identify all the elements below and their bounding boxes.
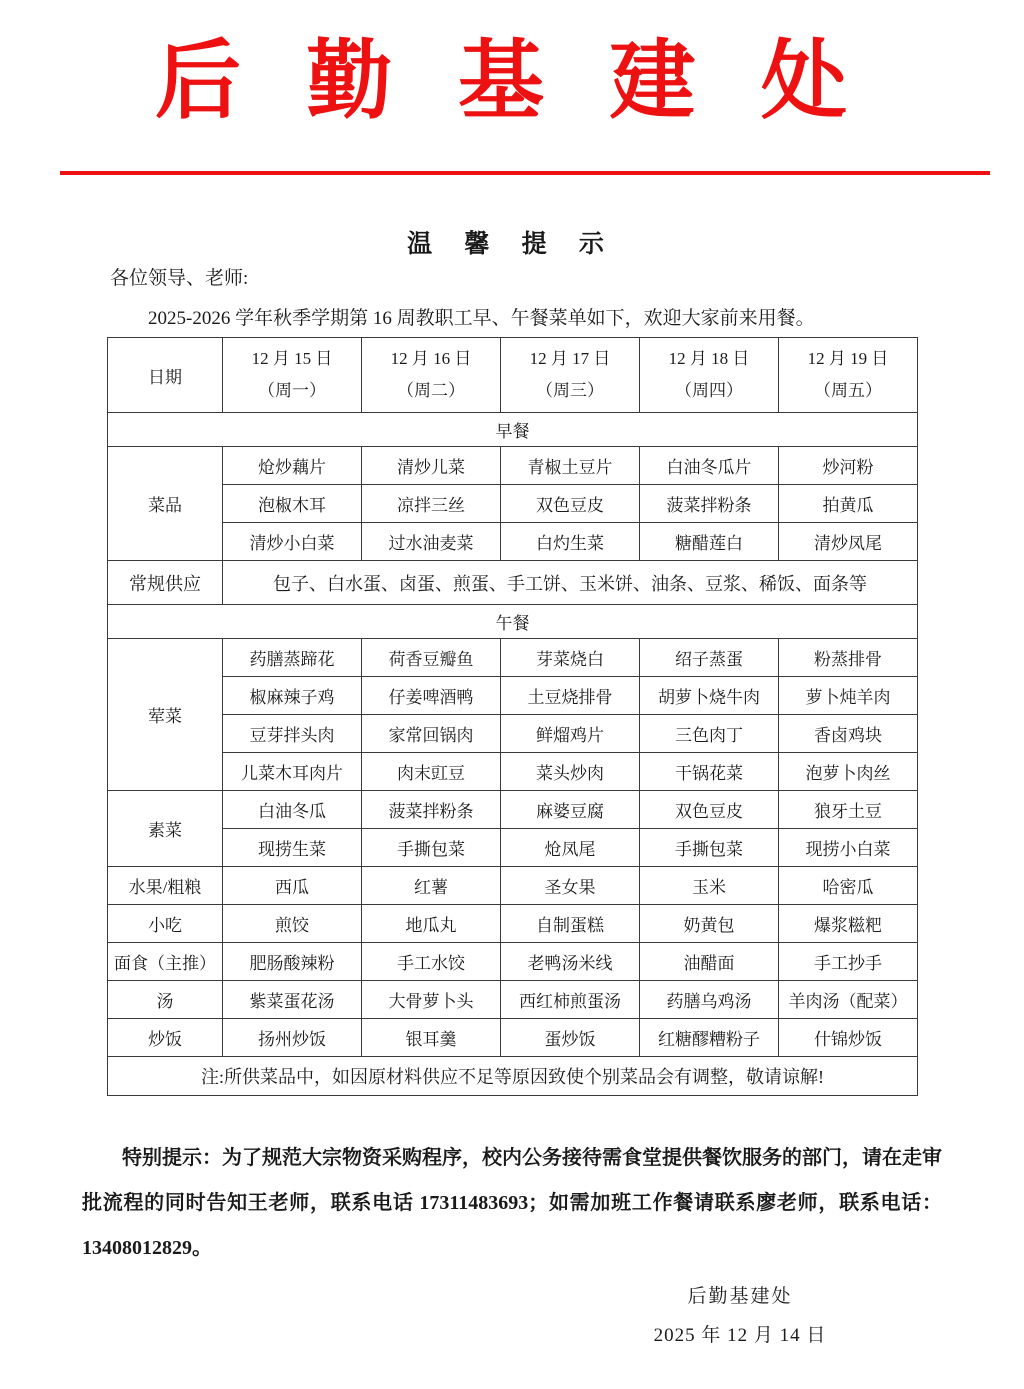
meat-dish-row <box>108 753 918 791</box>
dish-cell: 清炒凤尾 <box>779 523 918 561</box>
date-cell-thu <box>640 338 779 413</box>
dish-cell: 西红柿煎蛋汤 <box>501 981 640 1019</box>
dish-cell: 圣女果 <box>501 867 640 905</box>
soup-row <box>108 981 918 1019</box>
dish-cell: 现捞生菜 <box>223 829 362 867</box>
menu-table <box>107 337 918 1096</box>
dish-cell: 青椒土豆片 <box>501 447 640 485</box>
dish-cell: 双色豆皮 <box>501 485 640 523</box>
dish-cell: 炝炒藕片 <box>223 447 362 485</box>
dish-cell: 家常回锅肉 <box>362 715 501 753</box>
dish-cell: 泡椒木耳 <box>223 485 362 523</box>
footer-date: 2025 年 12 月 14 日 <box>653 1325 827 1346</box>
dish-cell: 爆浆糍粑 <box>779 905 918 943</box>
weekday-text: （周二） <box>397 381 465 400</box>
noodle-label-cell: 面食（主推） <box>108 943 223 981</box>
dish-cell: 菠菜拌粉条 <box>362 791 501 829</box>
dish-cell: 大骨萝卜头 <box>362 981 501 1019</box>
department-header-title: 后 勤 基 建 处 <box>155 33 869 129</box>
dish-cell: 红薯 <box>362 867 501 905</box>
dish-cell: 白油冬瓜 <box>223 791 362 829</box>
dish-cell: 肥肠酸辣粉 <box>223 943 362 981</box>
dish-cell: 奶黄包 <box>640 905 779 943</box>
dish-cell: 狼牙土豆 <box>779 791 918 829</box>
veg-dish-row <box>108 791 918 829</box>
dish-cell: 肉末豇豆 <box>362 753 501 791</box>
dish-cell: 西瓜 <box>223 867 362 905</box>
breakfast-section-row <box>108 413 918 447</box>
dish-cell: 胡萝卜烧牛肉 <box>640 677 779 715</box>
dish-cell: 荷香豆瓣鱼 <box>362 639 501 677</box>
greeting-text: 各位领导、老师: <box>110 268 249 289</box>
dish-cell: 药膳蒸蹄花 <box>223 639 362 677</box>
intro-text: 2025-2026 学年秋季学期第 16 周教职工早、午餐菜单如下，欢迎大家前来用餐。 <box>148 308 815 329</box>
dish-cell: 凉拌三丝 <box>362 485 501 523</box>
dish-cell: 药膳乌鸡汤 <box>640 981 779 1019</box>
dish-cell: 仔姜啤酒鸭 <box>362 677 501 715</box>
dish-cell: 手工抄手 <box>779 943 918 981</box>
veg-label-cell: 素菜 <box>108 791 223 867</box>
dish-cell: 手工水饺 <box>362 943 501 981</box>
dish-cell: 泡萝卜肉丝 <box>779 753 918 791</box>
date-text: 12 月 19 日 <box>807 348 889 368</box>
lunch-section-row <box>108 605 918 639</box>
date-cell-wed <box>501 338 640 413</box>
dish-cell: 炝凤尾 <box>501 829 640 867</box>
veg-dish-row <box>108 829 918 867</box>
breakfast-dish-row <box>108 523 918 561</box>
dish-cell: 羊肉汤（配菜） <box>779 981 918 1019</box>
date-cell-mon <box>223 338 362 413</box>
dish-cell: 豆芽拌头肉 <box>223 715 362 753</box>
meat-dish-row <box>108 639 918 677</box>
dish-cell: 绍子蒸蛋 <box>640 639 779 677</box>
dish-cell: 自制蛋糕 <box>501 905 640 943</box>
dish-cell: 清炒儿菜 <box>362 447 501 485</box>
dish-cell: 手撕包菜 <box>362 829 501 867</box>
dishes-label-cell: 菜品 <box>108 447 223 561</box>
dish-cell: 银耳羹 <box>362 1019 501 1057</box>
special-notice-paragraph: 特别提示：为了规范大宗物资采购程序，校内公务接待需食堂提供餐饮服务的部门，请在走审批流程的同时告知王老师，联系电话 17311483693；如需加班工作餐请联系廖老师，联系电话：13408012829。 <box>82 1147 942 1259</box>
dish-cell: 红糖醪糟粉子 <box>640 1019 779 1057</box>
dish-cell: 紫菜蛋花汤 <box>223 981 362 1019</box>
dish-cell: 现捞小白菜 <box>779 829 918 867</box>
dish-cell: 白灼生菜 <box>501 523 640 561</box>
date-label-cell: 日期 <box>108 338 223 413</box>
dish-cell: 糖醋莲白 <box>640 523 779 561</box>
table-note-row <box>108 1057 918 1096</box>
dish-cell: 扬州炒饭 <box>223 1019 362 1057</box>
dish-cell: 鲜熘鸡片 <box>501 715 640 753</box>
date-text: 12 月 17 日 <box>529 348 611 368</box>
regular-supply-label-cell: 常规供应 <box>108 561 223 605</box>
breakfast-section-header: 早餐 <box>108 413 918 447</box>
date-text: 12 月 15 日 <box>251 348 333 368</box>
date-cell-tue <box>362 338 501 413</box>
lunch-section-header: 午餐 <box>108 605 918 639</box>
date-text: 12 月 16 日 <box>390 348 472 368</box>
dish-cell: 哈密瓜 <box>779 867 918 905</box>
table-header-row <box>108 338 918 413</box>
weekday-text: （周五） <box>814 381 882 400</box>
regular-supply-items-cell: 包子、白水蛋、卤蛋、煎蛋、手工饼、玉米饼、油条、豆浆、稀饭、面条等 <box>223 561 918 605</box>
dish-cell: 菜头炒肉 <box>501 753 640 791</box>
fruit-label-cell: 水果/粗粮 <box>108 867 223 905</box>
meat-dish-row <box>108 677 918 715</box>
regular-supply-row <box>108 561 918 605</box>
dish-cell: 粉蒸排骨 <box>779 639 918 677</box>
fried-rice-label-cell: 炒饭 <box>108 1019 223 1057</box>
dish-cell: 三色肉丁 <box>640 715 779 753</box>
fruit-row <box>108 867 918 905</box>
dish-cell: 老鸭汤米线 <box>501 943 640 981</box>
dish-cell: 地瓜丸 <box>362 905 501 943</box>
weekday-text: （周四） <box>675 381 743 400</box>
dish-cell: 拍黄瓜 <box>779 485 918 523</box>
dish-cell: 煎饺 <box>223 905 362 943</box>
dish-cell: 土豆烧排骨 <box>501 677 640 715</box>
soup-label-cell: 汤 <box>108 981 223 1019</box>
dish-cell: 炒河粉 <box>779 447 918 485</box>
snack-label-cell: 小吃 <box>108 905 223 943</box>
meat-dish-row <box>108 715 918 753</box>
dish-cell: 椒麻辣子鸡 <box>223 677 362 715</box>
weekday-text: （周三） <box>536 381 604 400</box>
date-text: 12 月 18 日 <box>668 348 750 368</box>
dish-cell: 萝卜炖羊肉 <box>779 677 918 715</box>
table-note-cell: 注:所供菜品中，如因原材料供应不足等原因致使个别菜品会有调整，敬请谅解! <box>108 1057 918 1096</box>
dish-cell: 手撕包菜 <box>640 829 779 867</box>
dish-cell: 菠菜拌粉条 <box>640 485 779 523</box>
dish-cell: 蛋炒饭 <box>501 1019 640 1057</box>
notice-title: 温 馨 提 示 <box>407 231 617 258</box>
dish-cell: 过水油麦菜 <box>362 523 501 561</box>
dish-cell: 麻婆豆腐 <box>501 791 640 829</box>
dish-cell: 香卤鸡块 <box>779 715 918 753</box>
breakfast-dish-row <box>108 485 918 523</box>
dish-cell: 油醋面 <box>640 943 779 981</box>
weekday-text: （周一） <box>258 381 326 400</box>
dish-cell: 清炒小白菜 <box>223 523 362 561</box>
fried-rice-row <box>108 1019 918 1057</box>
dish-cell: 儿菜木耳肉片 <box>223 753 362 791</box>
dish-cell: 干锅花菜 <box>640 753 779 791</box>
dish-cell: 玉米 <box>640 867 779 905</box>
meat-label-cell: 荤菜 <box>108 639 223 791</box>
dish-cell: 芽菜烧白 <box>501 639 640 677</box>
dish-cell: 双色豆皮 <box>640 791 779 829</box>
breakfast-dish-row <box>108 447 918 485</box>
header-divider-line <box>60 171 990 175</box>
noodle-row <box>108 943 918 981</box>
dish-cell: 什锦炒饭 <box>779 1019 918 1057</box>
dish-cell: 白油冬瓜片 <box>640 447 779 485</box>
date-cell-fri <box>779 338 918 413</box>
signature-department: 后勤基建处 <box>687 1286 793 1307</box>
snack-row <box>108 905 918 943</box>
